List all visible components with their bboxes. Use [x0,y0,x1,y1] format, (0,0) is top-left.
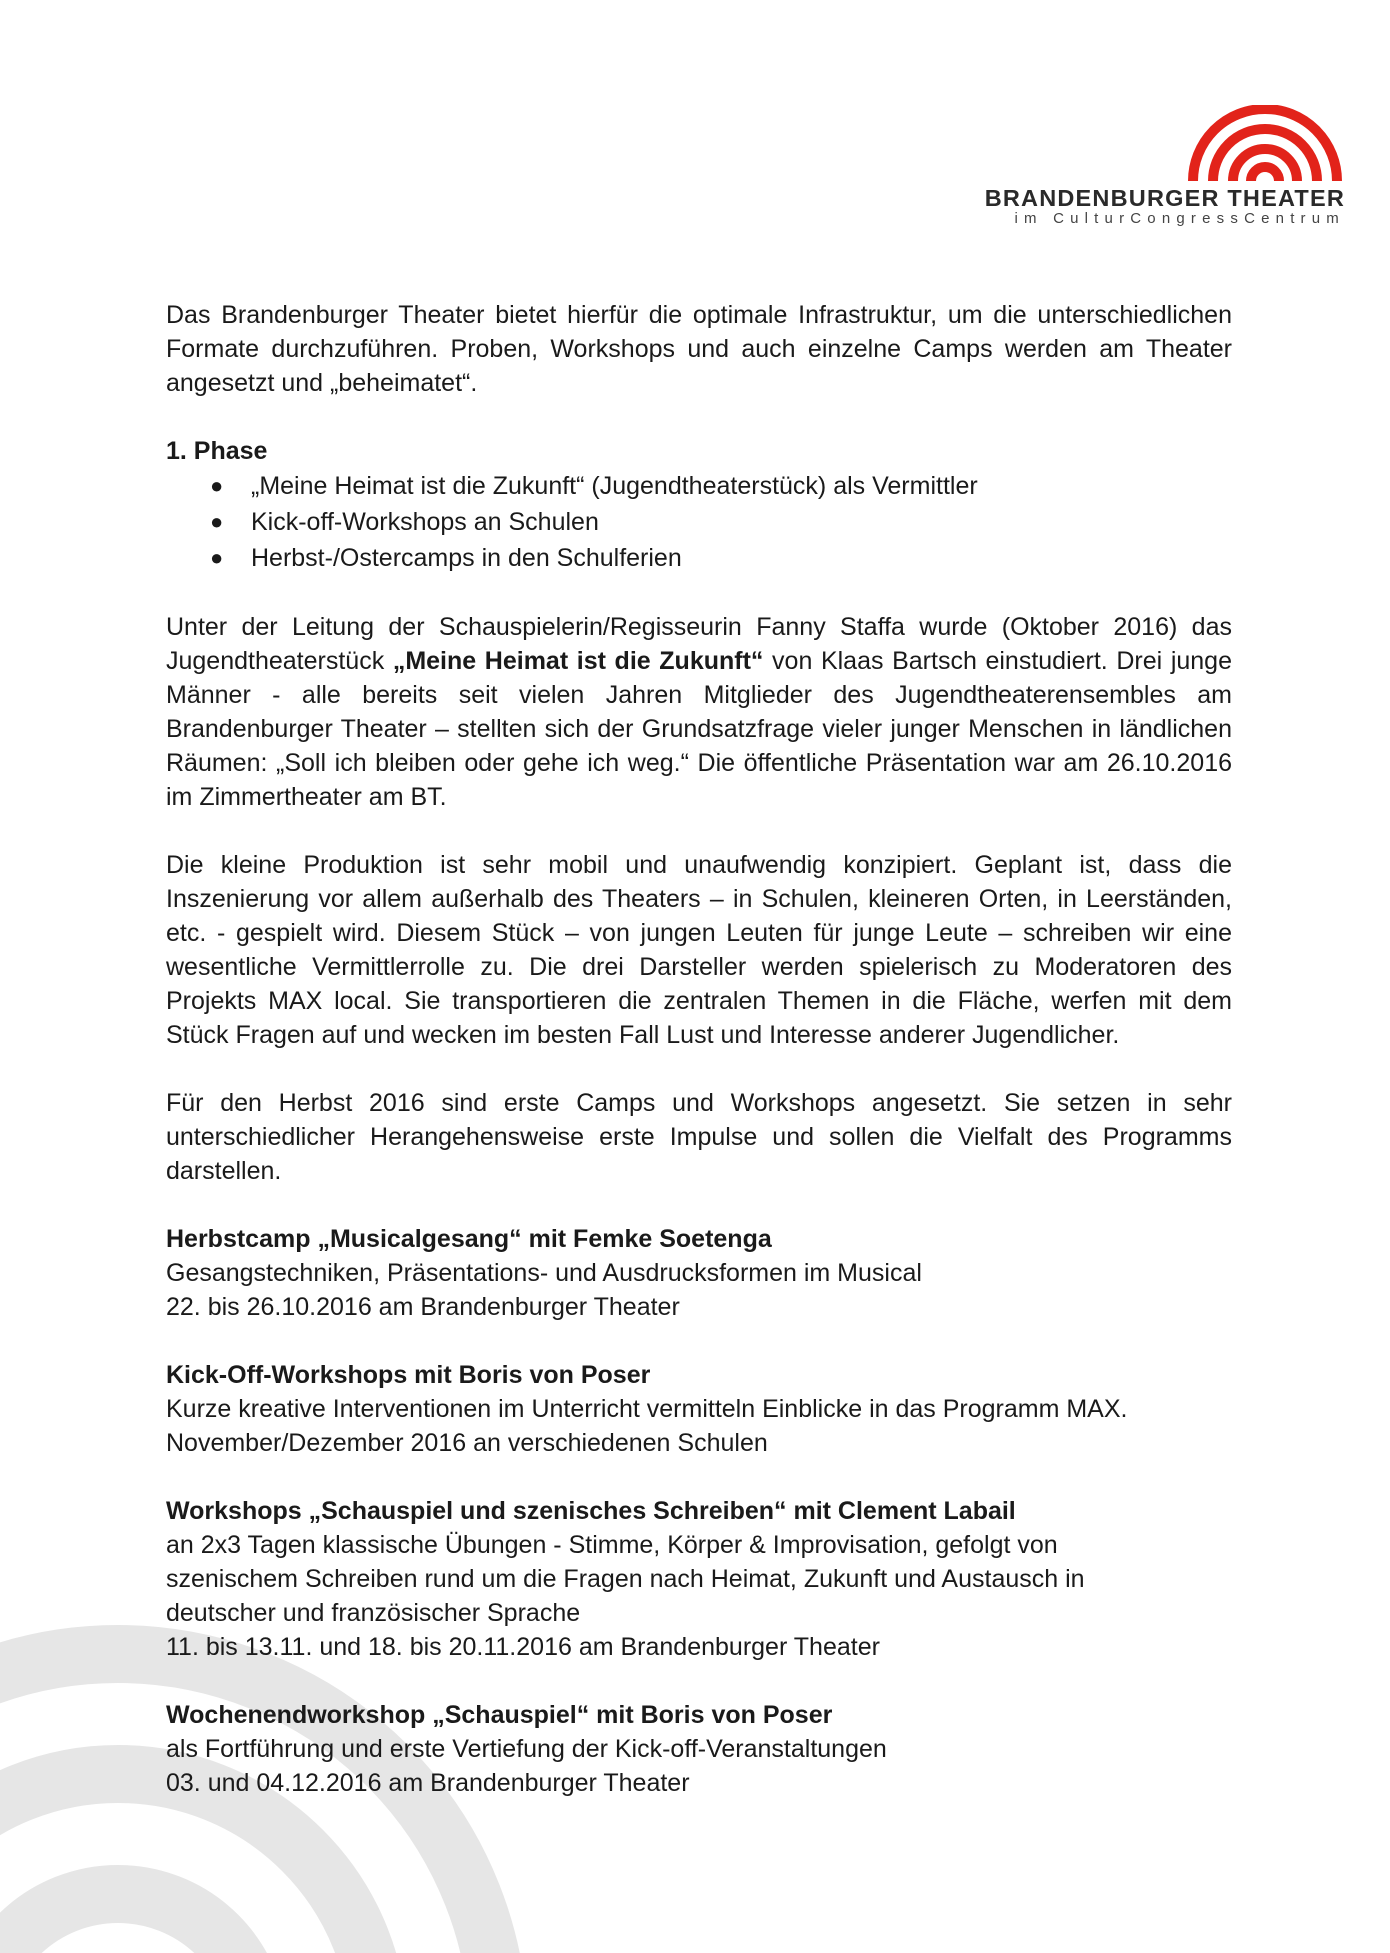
event-title: Kick-Off-Workshops mit Boris von Poser [166,1361,651,1389]
play-title: „Meine Heimat ist die Zukunft“ [392,647,764,675]
event-line: November/Dezember 2016 an verschiedenen Schulen [166,1429,768,1457]
phase-list [166,468,1232,576]
event-line: Kurze kreative Interventionen im Unterricht vermitteln Einblicke in das Programm MAX. [166,1395,1128,1423]
event-line: an 2x3 Tagen klassische Übungen - Stimme, Körper & Improvisation, gefolgt von [166,1531,1058,1559]
event-block [166,1494,1232,1664]
event-title: Herbstcamp „Musicalgesang“ mit Femke Soetenga [166,1225,772,1253]
logo-arcs-icon [1185,105,1345,185]
logo-subtitle: im CulturCongressCentrum [1014,210,1345,227]
event-block [166,1222,1232,1324]
event-line: als Fortführung und erste Vertiefung der Kick-off-Veranstaltungen [166,1735,887,1763]
event-line: deutscher und französischer Sprache [166,1599,581,1627]
autumn-paragraph: Für den Herbst 2016 sind erste Camps und Workshops angesetzt. Sie setzen in sehr unterschiedlicher Herangehensweise erste Impulse und sollen die Vielfalt des Programms darstellen. [166,1089,1232,1185]
event-line: 03. und 04.12.2016 am Brandenburger Theater [166,1769,690,1797]
theater-logo [895,105,1345,235]
event-line: Gesangstechniken, Präsentations- und Ausdrucksformen im Musical [166,1259,922,1287]
list-item: ● „Meine Heimat ist die Zukunft“ (Jugendtheaterstück) als Vermittler [166,468,1232,504]
list-item: ● Kick-off-Workshops an Schulen [166,504,1232,540]
mobility-paragraph: Die kleine Produktion ist sehr mobil und unaufwendig konzipiert. Geplant ist, dass die Inszenierung vor allem außerhalb des Theaters – in Schulen, kleineren Orten, in Leerständen, etc. - gespielt wird. Diesem Stück – von jungen Leuten für junge Leute – schreiben wir eine wesentliche Vermittlerrolle zu. Die drei Darsteller werden spielerisch zu Moderatoren des Projekts MAX local. Sie transportieren die zentralen Themen in die Fläche, werfen mit dem Stück Fragen auf und wecken im besten Fall Lust und Interesse anderer Jugendlicher. [166,851,1232,1049]
list-item: ● Herbst-/Ostercamps in den Schulferien [166,540,1232,576]
event-title: Workshops „Schauspiel und szenisches Schreiben“ mit Clement Labail [166,1497,1016,1525]
event-line: 11. bis 13.11. und 18. bis 20.11.2016 am Brandenburger Theater [166,1633,880,1661]
bullet-icon: ● [210,545,224,570]
document-body [166,298,1232,1834]
event-block [166,1358,1232,1460]
production-paragraph: Unter der Leitung der Schauspielerin/Regisseurin Fanny Staffa wurde (Oktober 2016) das Jugendtheaterstück „Meine Heimat ist die Zukunft“ von Klaas Bartsch einstudiert. Drei junge Männer - alle bereits seit vielen Jahren Mitglieder des Jugendtheaterensembles am Brandenburger Theater – stellten sich der Grundsatzfrage vieler junger Menschen in ländlichen Räumen: „Soll ich bleiben oder gehe ich weg.“ Die öffentliche Präsentation war am 26.10.2016 im Zimmertheater am BT. [166,613,1232,811]
event-line: szenischem Schreiben rund um die Fragen nach Heimat, Zukunft und Austausch in [166,1565,1085,1593]
intro-paragraph: Das Brandenburger Theater bietet hierfür die optimale Infrastruktur, um die unterschiedlichen Formate durchzuführen. Proben, Workshops und auch einzelne Camps werden am Theater angesetzt und „beheimatet“. [166,301,1232,397]
bullet-icon: ● [210,509,224,534]
bullet-icon: ● [210,473,224,498]
phase-heading: 1. Phase [166,437,268,465]
event-title: Wochenendworkshop „Schauspiel“ mit Boris von Poser [166,1701,833,1729]
logo-name: BRANDENBURGER THEATER [984,185,1345,211]
event-block [166,1698,1232,1800]
event-line: 22. bis 26.10.2016 am Brandenburger Theater [166,1293,680,1321]
